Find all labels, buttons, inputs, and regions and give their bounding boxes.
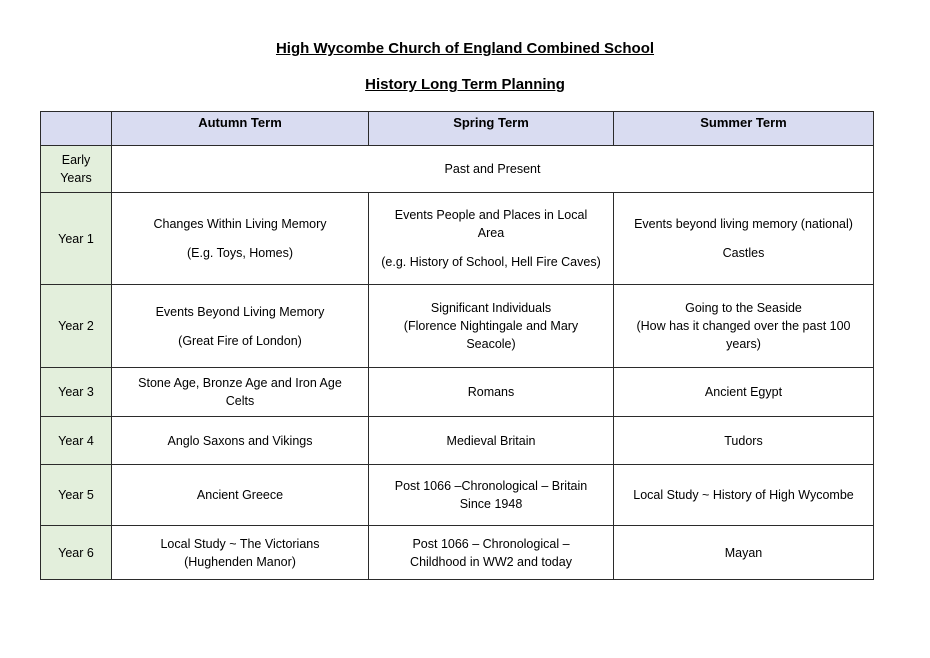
table-row-year-5 (41, 465, 874, 526)
row-label-early-years: Early Years (41, 146, 112, 193)
table-row-year-1 (41, 193, 874, 285)
cell-year-5-autumn: Ancient Greece (112, 465, 369, 526)
table-row-year-2 (41, 285, 874, 368)
cell-year-1-spring: Events People and Places in Local Area (e.g. History of School, Hell Fire Caves) (369, 193, 614, 285)
cell-year-6-summer: Mayan (614, 526, 874, 580)
header-summer-term: Summer Term (614, 112, 874, 146)
table-row-early-years (41, 146, 874, 193)
cell-year-2-spring: Significant Individuals (Florence Nightingale and Mary Seacole) (369, 285, 614, 368)
cell-year-5-summer: Local Study ~ History of High Wycombe (614, 465, 874, 526)
cell-year-3-spring: Romans (369, 368, 614, 417)
row-label-year-5: Year 5 (41, 465, 112, 526)
row-label-year-4: Year 4 (41, 417, 112, 465)
table-row-year-4 (41, 417, 874, 465)
cell-year-4-autumn: Anglo Saxons and Vikings (112, 417, 369, 465)
cell-year-5-spring: Post 1066 –Chronological – Britain Since 1948 (369, 465, 614, 526)
cell-year-3-summer: Ancient Egypt (614, 368, 874, 417)
document-subtitle: History Long Term Planning (365, 76, 565, 93)
cell-year-1-summer: Events beyond living memory (national) Castles (614, 193, 874, 285)
cell-early-years-all-terms: Past and Present (112, 146, 874, 193)
row-label-year-1: Year 1 (41, 193, 112, 285)
row-label-year-6: Year 6 (41, 526, 112, 580)
planning-table (40, 111, 874, 580)
cell-year-4-spring: Medieval Britain (369, 417, 614, 465)
table-row-year-3 (41, 368, 874, 417)
header-corner-cell (41, 112, 112, 146)
document-title: High Wycombe Church of England Combined School (275, 40, 655, 57)
cell-year-2-summer: Going to the Seaside (How has it changed over the past 100 years) (614, 285, 874, 368)
header-autumn-term: Autumn Term (112, 112, 369, 146)
table-row-year-6 (41, 526, 874, 580)
row-label-year-3: Year 3 (41, 368, 112, 417)
cell-year-1-autumn: Changes Within Living Memory (E.g. Toys, Homes) (112, 193, 369, 285)
cell-year-6-spring: Post 1066 – Chronological – Childhood in WW2 and today (369, 526, 614, 580)
table-header-row (41, 112, 874, 146)
cell-year-4-summer: Tudors (614, 417, 874, 465)
header-spring-term: Spring Term (369, 112, 614, 146)
row-label-year-2: Year 2 (41, 285, 112, 368)
cell-year-6-autumn: Local Study ~ The Victorians (Hughenden Manor) (112, 526, 369, 580)
cell-year-2-autumn: Events Beyond Living Memory (Great Fire of London) (112, 285, 369, 368)
cell-year-3-autumn: Stone Age, Bronze Age and Iron Age Celts (112, 368, 369, 417)
